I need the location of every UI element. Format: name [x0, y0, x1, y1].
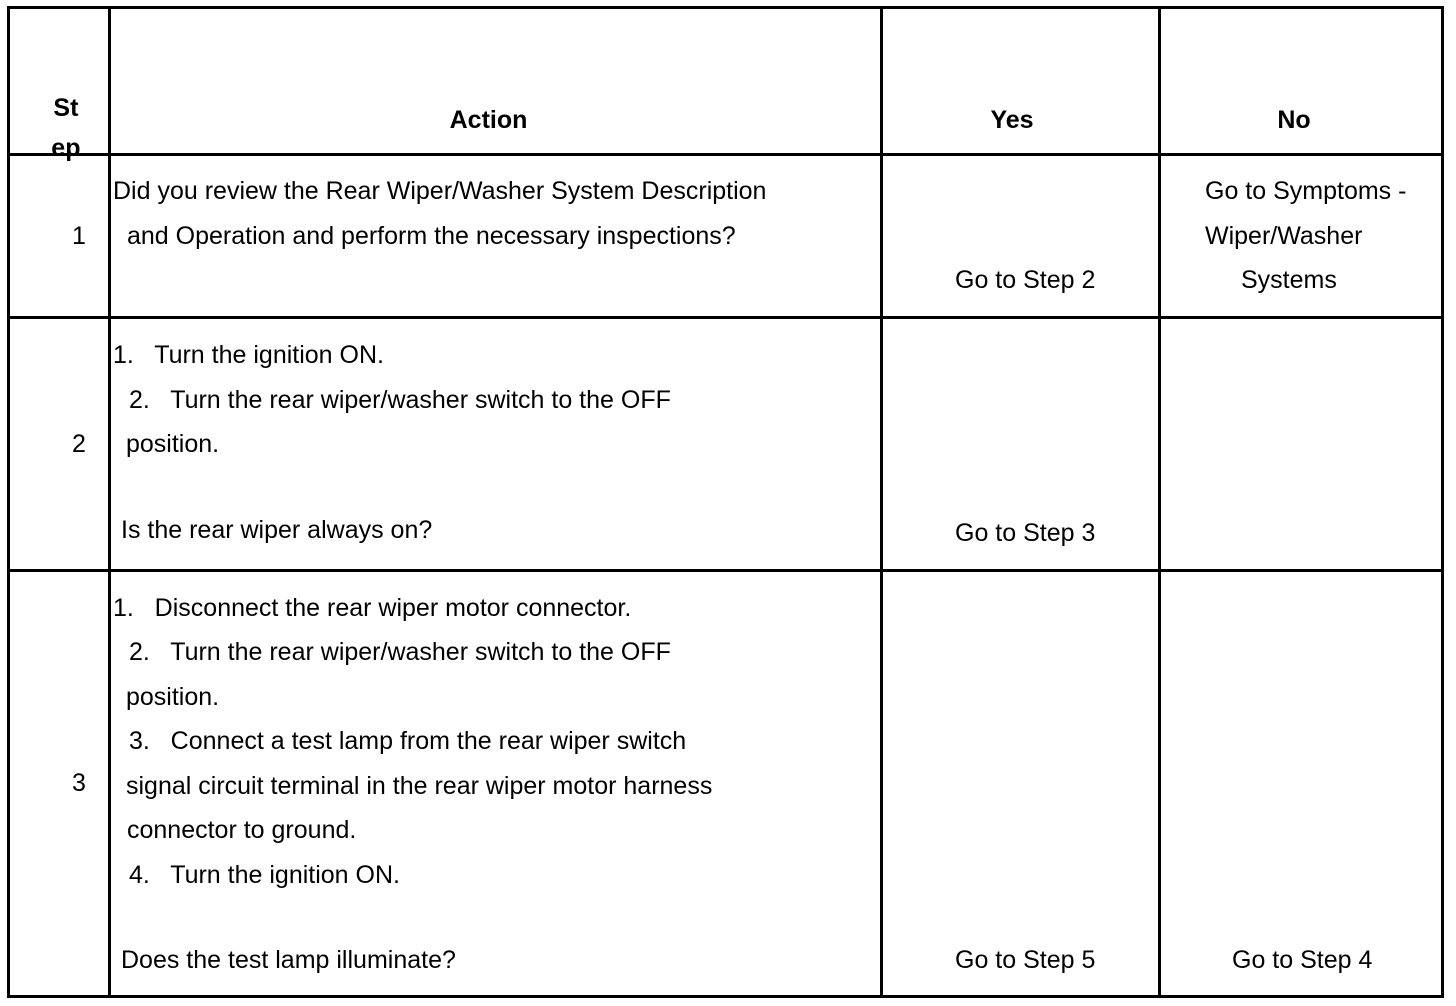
header-step-line1: St [53, 94, 79, 122]
row-divider [7, 316, 1444, 319]
yes-outcome: Go to Step 3 [955, 519, 1096, 547]
column-divider [108, 6, 111, 998]
action-text: 1. Turn the ignition ON. [113, 341, 384, 369]
row-divider [7, 569, 1444, 572]
action-text: 4. Turn the ignition ON. [129, 861, 400, 889]
header-action: Action [449, 106, 528, 134]
action-text: 1. Disconnect the rear wiper motor connector. [113, 594, 632, 622]
action-text: 2. Turn the rear wiper/washer switch to the OFF [129, 638, 671, 666]
no-outcome: Go to Step 4 [1232, 946, 1373, 974]
header-step-2 [10, 106, 94, 190]
column-divider [1158, 6, 1161, 998]
column-divider [880, 6, 883, 998]
step-number: 2 [72, 430, 86, 458]
action-text: connector to ground. [127, 816, 357, 844]
action-text: Is the rear wiper always on? [121, 516, 433, 544]
yes-outcome: Go to Step 2 [955, 266, 1096, 294]
no-outcome: Go to Symptoms - [1205, 177, 1407, 205]
table-border-top [7, 6, 1444, 9]
action-text: Does the test lamp illuminate? [121, 946, 456, 974]
action-text: position. [126, 683, 220, 711]
action-text: signal circuit terminal in the rear wiper motor harness [126, 772, 713, 800]
no-outcome: Systems [1241, 266, 1337, 294]
action-text: position. [126, 430, 220, 458]
no-outcome: Wiper/Washer [1205, 222, 1363, 250]
header-yes: Yes [990, 106, 1034, 134]
step-number: 3 [72, 769, 86, 797]
header-no: No [1277, 106, 1311, 134]
action-text: and Operation and perform the necessary inspections? [127, 222, 736, 250]
header-divider [7, 153, 1444, 156]
yes-outcome: Go to Step 5 [955, 946, 1096, 974]
table-border-bottom [7, 995, 1444, 998]
action-text: Did you review the Rear Wiper/Washer System Description [113, 177, 767, 205]
table-border-right [1441, 6, 1444, 998]
action-text: 3. Connect a test lamp from the rear wiper switch [129, 727, 687, 755]
header-step-line2: ep [51, 134, 81, 162]
step-number: 1 [72, 222, 86, 250]
action-text: 2. Turn the rear wiper/washer switch to the OFF [129, 386, 671, 414]
